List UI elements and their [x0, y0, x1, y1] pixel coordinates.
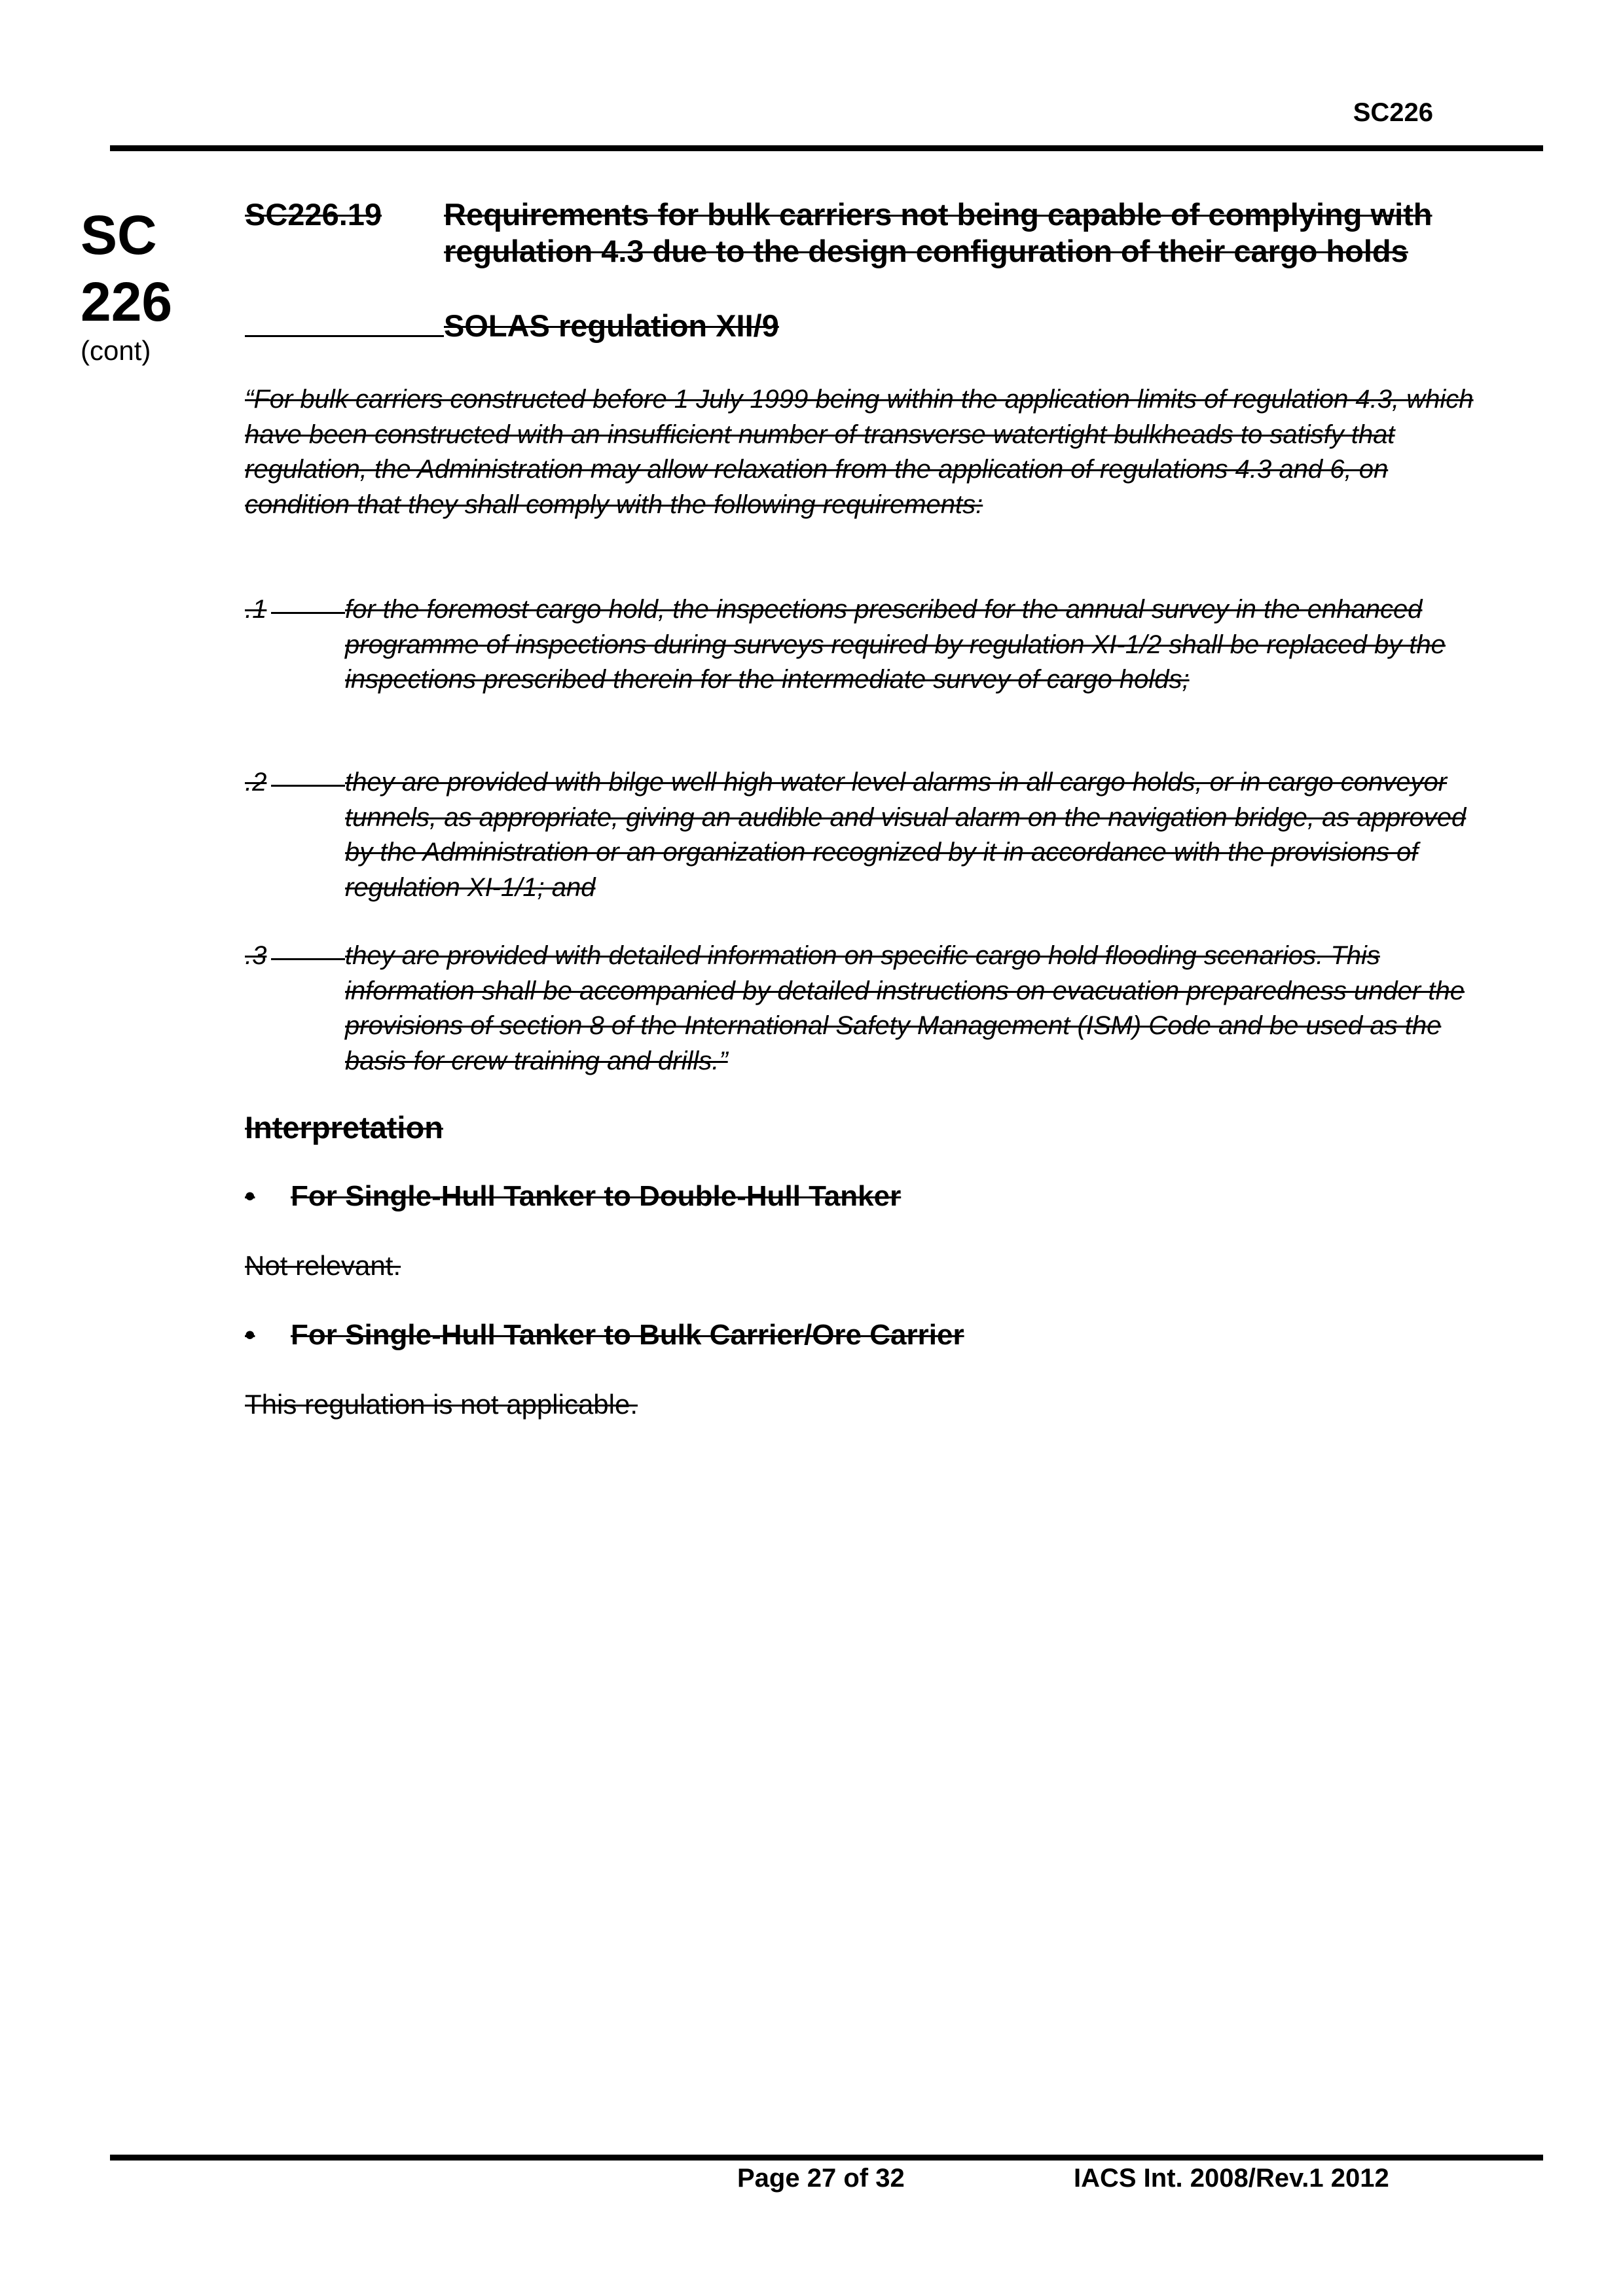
item-dash-2 — [271, 785, 345, 787]
header-code: SC226 — [1353, 98, 1433, 127]
bullet-icon: • — [245, 1319, 255, 1351]
footer-page-number: Page 27 of 32 — [737, 2164, 905, 2193]
margin-label-number: 226 — [81, 271, 173, 332]
item-number-2: .2 — [245, 768, 267, 797]
interpretation-heading: Interpretation — [245, 1110, 443, 1145]
section-subtitle: SOLAS regulation XII/9 — [444, 308, 779, 343]
item-text-2: they are provided with bilge well high water level alarms in all cargo holds, or in cargo conveyor tunnels, as appropriate, giving an audible and visual alarm on the navigation bridge, as approved by the Administration or an organization recognized by it in accordance with the provisions of regulation XI-1/1; and — [345, 768, 1467, 902]
footer-revision: IACS Int. 2008/Rev.1 2012 — [1074, 2164, 1389, 2193]
header-rule — [110, 145, 1543, 151]
footer-rule — [110, 2155, 1543, 2161]
item-text-1: for the foremost cargo hold, the inspections prescribed for the annual survey in the enhanced programme of inspections during surveys required by regulation XI-1/2 shall be replaced by the inspections prescribed therein for the intermediate survey of cargo holds; — [345, 595, 1446, 694]
item-number-1: .1 — [245, 595, 267, 624]
section-title: Requirements for bulk carriers not being capable of complying with regulation 4.3 due to the design configuration of their cargo holds — [444, 197, 1432, 268]
quote-intro-paragraph: “For bulk carriers constructed before 1 July 1999 being within the application limits of regulation 4.3, which have been constructed with an insufficient number of transverse watertight bulkheads to satisfy that regulation, the Administration may allow relaxation from the application of regulations 4.3 and 6, on condition that they shall comply with the following requirements: — [245, 385, 1474, 519]
interpretation-entry-text-1: Not relevant. — [245, 1250, 401, 1281]
item-dash-1 — [271, 612, 345, 614]
item-number-3: .3 — [245, 941, 267, 970]
item-dash-3 — [271, 958, 345, 960]
item-text-3: they are provided with detailed information on specific cargo hold flooding scenarios. This information shall be accompanied by detailed instructions on evacuation preparedness under the provisions of section 8 of the International Safety Management (ISM) Code and be used as the basis for crew training and drills.” — [345, 941, 1465, 1075]
margin-label-cont: (cont) — [81, 335, 151, 366]
section-number-strike-line — [245, 335, 444, 337]
interpretation-entry-heading-1: For Single-Hull Tanker to Double-Hull Tanker — [291, 1180, 902, 1212]
bullet-icon: • — [245, 1180, 255, 1212]
margin-label-sc: SC — [81, 204, 157, 266]
section-number: SC226.19 — [245, 197, 382, 232]
interpretation-entry-text-2: This regulation is not applicable. — [245, 1389, 638, 1420]
interpretation-entry-heading-2: For Single-Hull Tanker to Bulk Carrier/Ore Carrier — [291, 1319, 964, 1351]
